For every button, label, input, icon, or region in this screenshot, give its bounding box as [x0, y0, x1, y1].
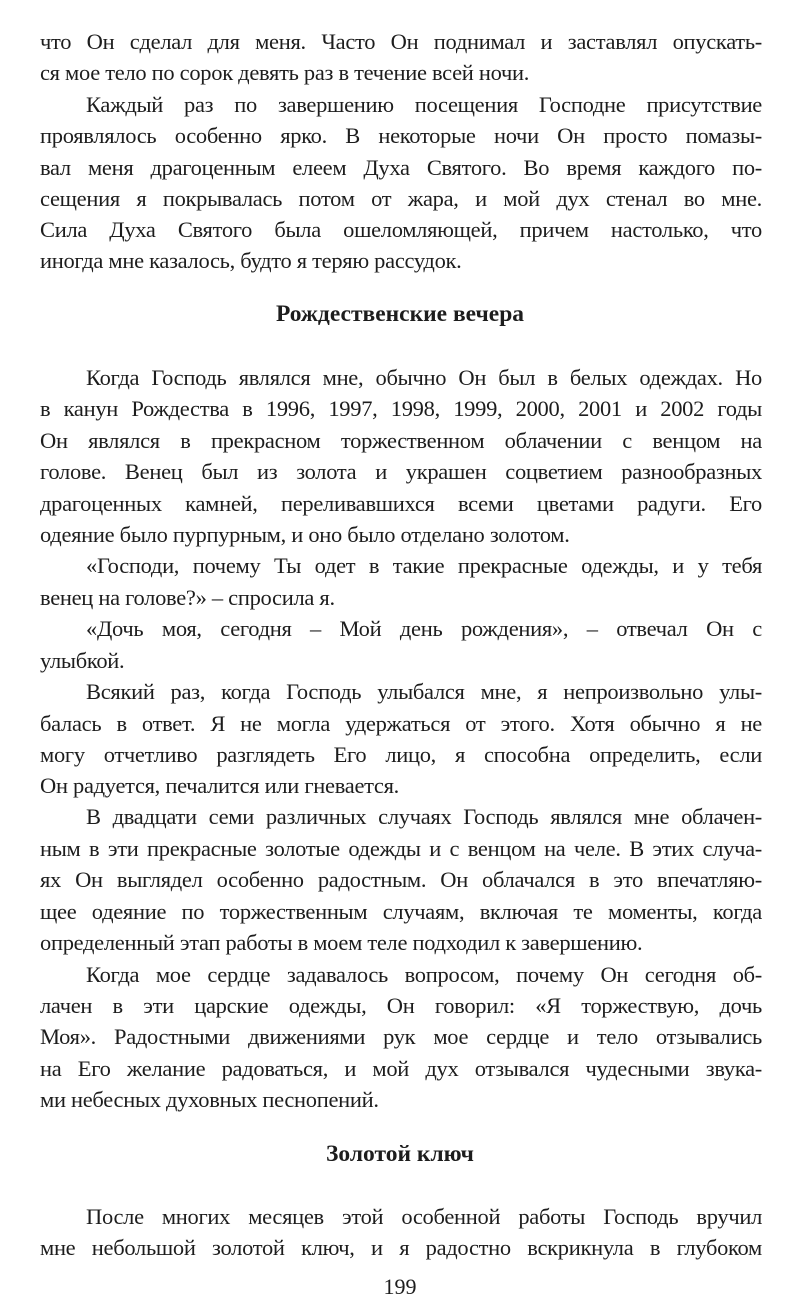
text-line: Всякий раз, когда Господь улыбался мне, я непроизвольно улы- — [86, 679, 762, 704]
text-line: ми небесных духовных песнопений. — [40, 1087, 379, 1112]
text-line: одеяние было пурпурным, и оно было отделано золотом. — [40, 522, 570, 547]
text-line: могу отчетливо разглядеть Его лицо, я способна определить, если — [40, 742, 762, 767]
text-line: ным в эти прекрасные золотые одежды и с венцом на челе. В этих случа- — [40, 836, 762, 861]
text-line: венец на голове?» – спросила я. — [40, 585, 335, 610]
text-line: в канун Рождества в 1996, 1997, 1998, 1999, 2000, 2001 и 2002 годы — [40, 396, 762, 421]
text-line: драгоценных камней, переливавшихся всеми цветами радуги. Его — [40, 491, 762, 516]
text-line: щее одеяние по торжественным случаям, включая те моменты, когда — [40, 899, 762, 924]
text-line: «Дочь моя, сегодня – Мой день рождения», – отвечал Он с — [86, 616, 762, 641]
text-line: сещения я покрывалась потом от жара, и мой дух стенал во мне. — [40, 186, 762, 211]
text-line: улыбкой. — [40, 648, 125, 673]
text-line: После многих месяцев этой особенной работы Господь вручил — [86, 1204, 762, 1229]
text-line: Сила Духа Святого была ошеломляющей, причем настолько, что — [40, 217, 762, 242]
text-line: Когда мое сердце задавалось вопросом, почему Он сегодня об- — [86, 962, 762, 987]
text-line: голове. Венец был из золота и украшен соцветием разнообразных — [40, 459, 762, 484]
page-number: 199 — [383, 1274, 417, 1299]
text-line: балась в ответ. Я не могла удержаться от этого. Хотя обычно я не — [40, 711, 762, 736]
text-line: В двадцати семи различных случаях Господь являлся мне облачен- — [86, 804, 762, 829]
text-line: Моя». Радостными движениями рук мое сердце и тело отзывались — [40, 1024, 762, 1049]
text-line: Он являлся в прекрасном торжественном облачении с венцом на — [40, 428, 762, 453]
text-line: иногда мне казалось, будто я теряю рассудок. — [40, 248, 462, 273]
text-line: ях Он выглядел особенно радостным. Он облачался в это впечатляю- — [40, 867, 762, 892]
text-line: лачен в эти царские одежды, Он говорил: «Я торжествую, дочь — [40, 993, 762, 1018]
text-line: Он радуется, печалится или гневается. — [40, 773, 399, 798]
text-line: определенный этап работы в моем теле подходил к завершению. — [40, 930, 643, 955]
section-heading: Золотой ключ — [326, 1141, 474, 1167]
text-line: вал меня драгоценным елеем Духа Святого. Во время каждого по- — [40, 155, 762, 180]
text-line: проявлялось особенно ярко. В некоторые ночи Он просто помазы- — [40, 123, 762, 148]
text-line: ся мое тело по сорок девять раз в течение всей ночи. — [40, 60, 530, 85]
text-line: мне небольшой золотой ключ, и я радостно вскрикнула в глубоком — [40, 1235, 762, 1260]
text-line: Когда Господь являлся мне, обычно Он был в белых одеждах. Но — [86, 365, 762, 390]
text-line: Каждый раз по завершению посещения Господне присутствие — [86, 92, 762, 117]
text-line: на Его желание радоваться, и мой дух отзывался чудесными звука- — [40, 1056, 762, 1081]
text-line: что Он сделал для меня. Часто Он поднимал и заставлял опускать- — [40, 29, 762, 54]
text-line: «Господи, почему Ты одет в такие прекрасные одежды, и у тебя — [86, 553, 762, 578]
section-heading: Рождественские вечера — [275, 301, 525, 327]
